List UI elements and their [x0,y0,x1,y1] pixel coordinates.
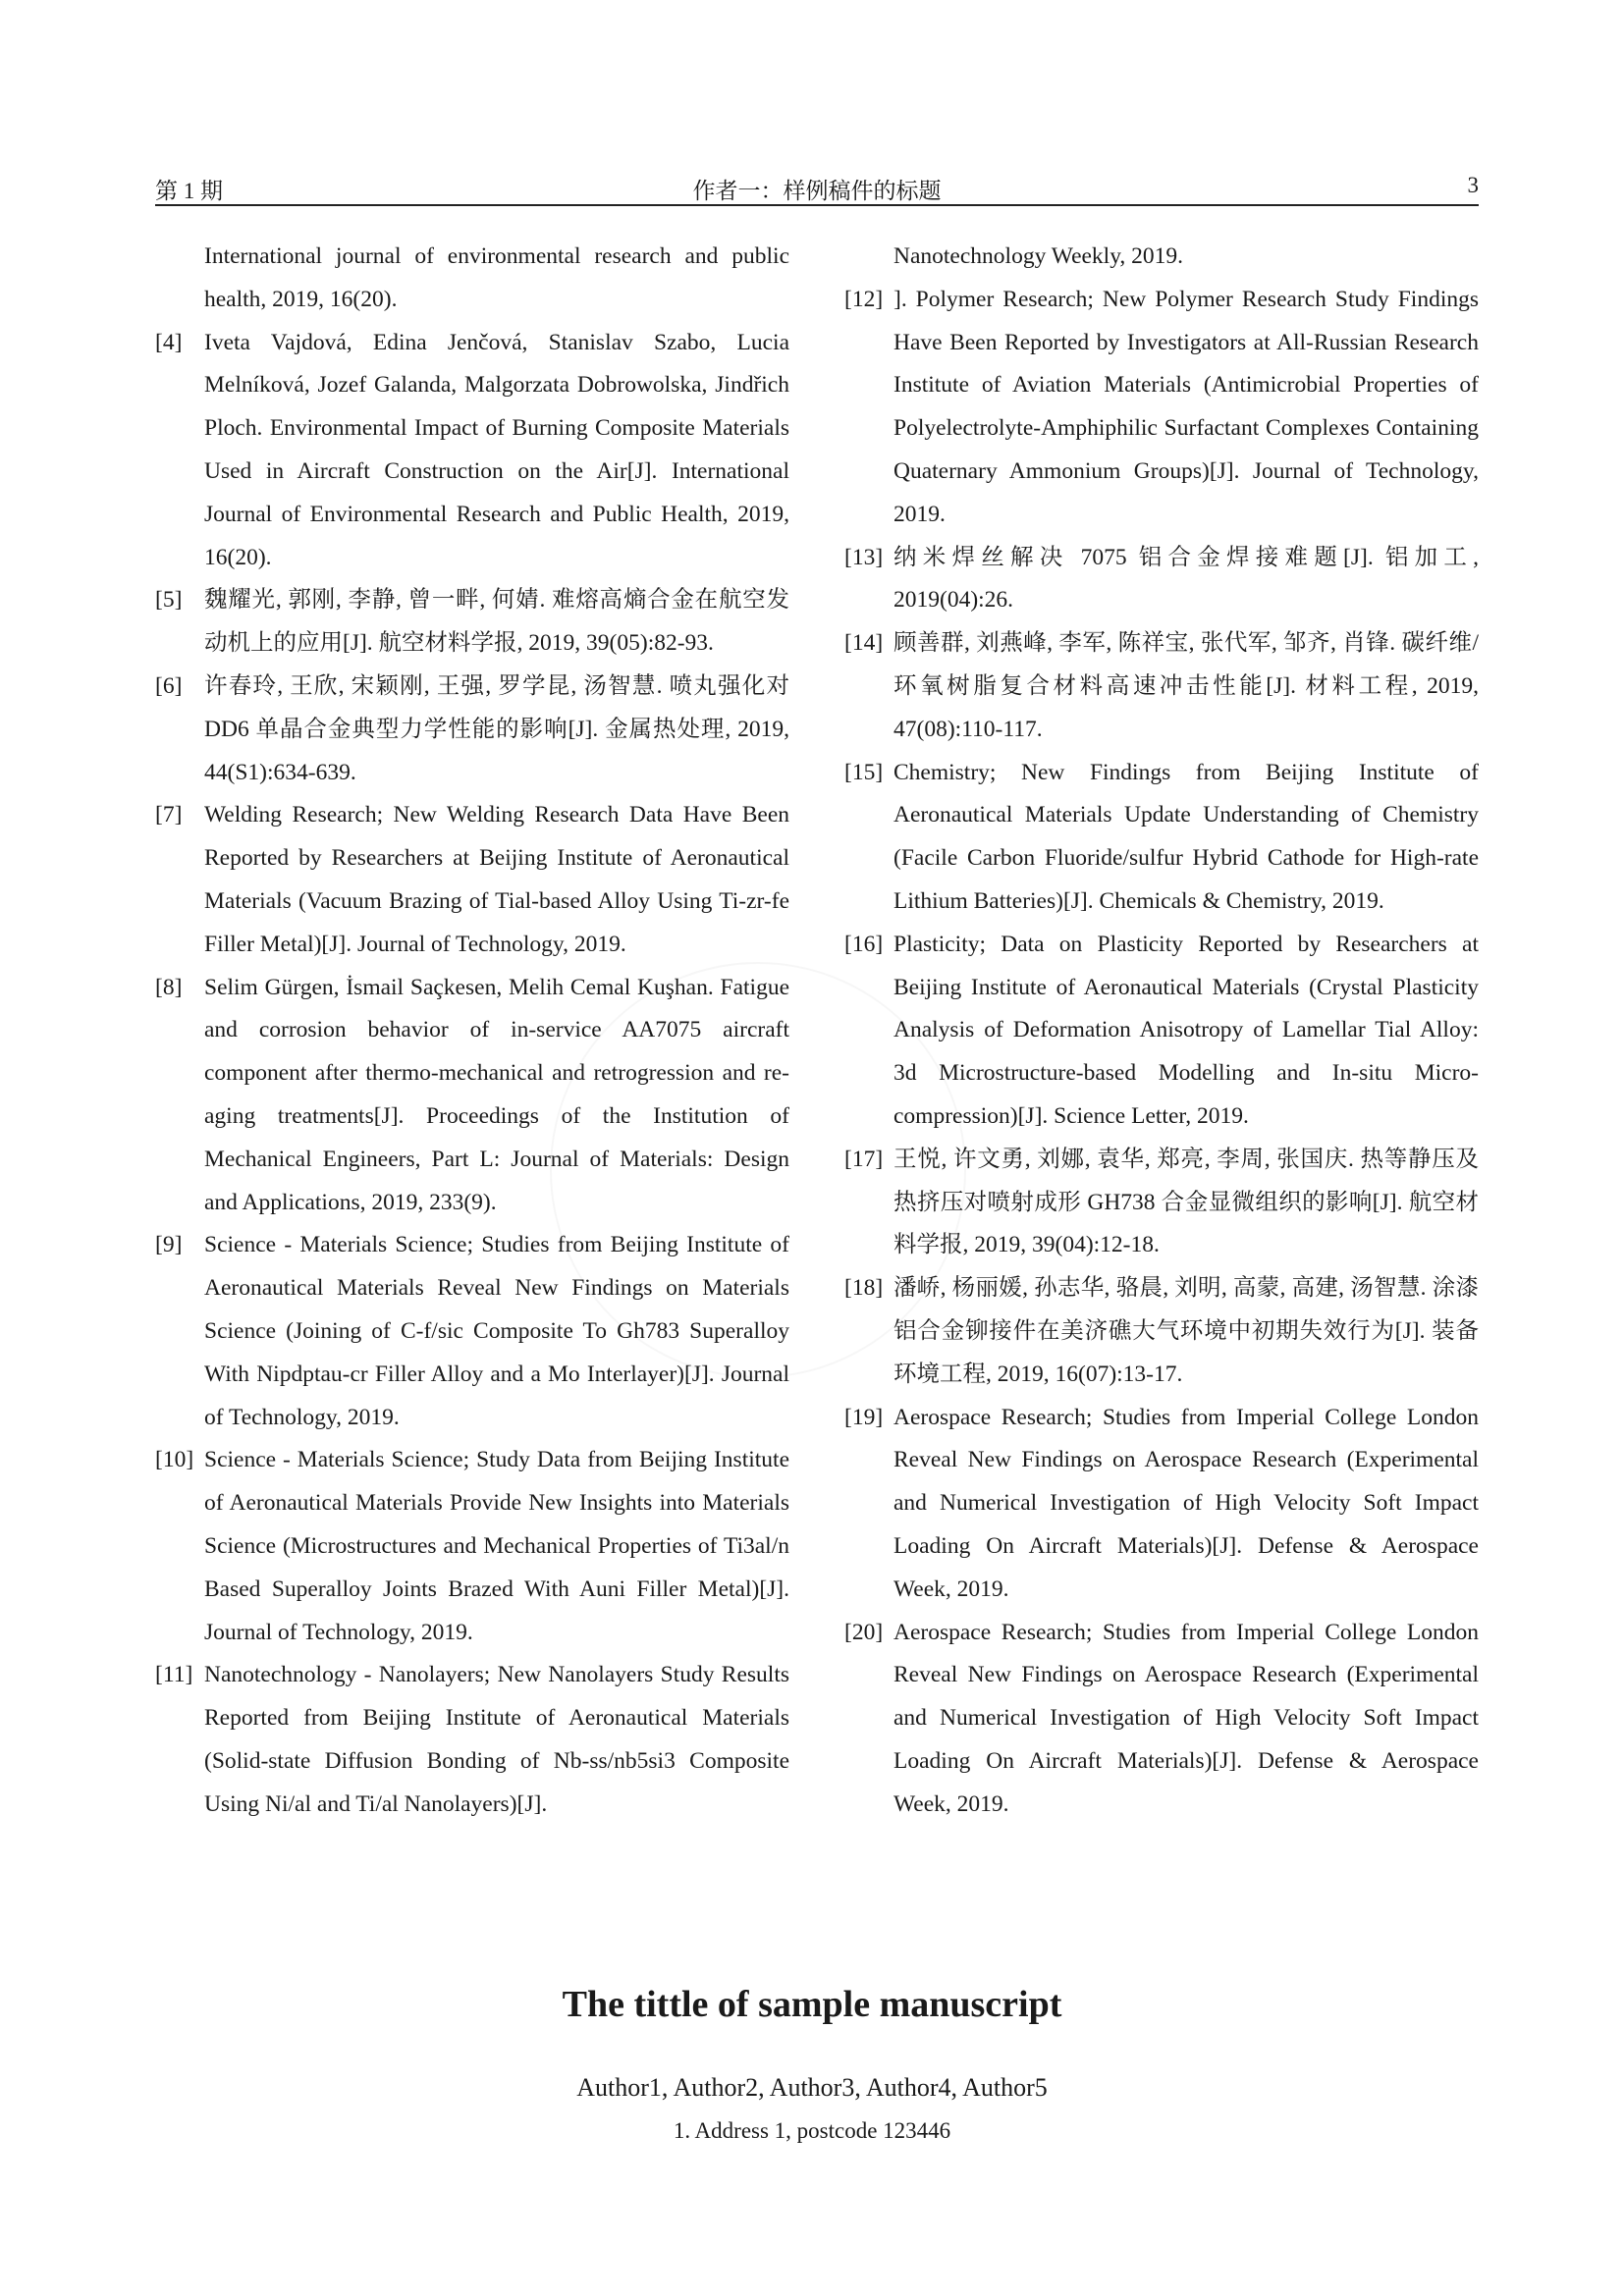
reference-text: Welding Research; New Welding Research Data Have Been Reported by Researchers at Beijing Institute of Aeronautical Materials (Vacuum Brazing of Tial-based Alloy Using Ti-zr-fe Filler Metal)[J]. Journal of Technology, 2019. [204,802,789,957]
reference-item [155,1439,789,1654]
reference-number: [17] [844,1146,884,1172]
reference-text: Aerospace Research; Studies from Imperial College London Reveal New Findings on Aerospace Research (Experimental and Numerical Investigation of High Velocity Soft Impact Loading On Aircraft Materials)[J]. Defense & Aerospace Week, 2019. [893,1619,1479,1817]
reference-text: Selim Gürgen, İsmail Saçkesen, Melih Cemal Kuşhan. Fatigue and corrosion behavior of in-service AA7075 aircraft component after thermo-mechanical and retrogression and re-aging treatments[J]. Proceedings of the Institution of Mechanical Engineers, Part L: Journal of Materials: Design and Applications, 2019, 233(9). [204,974,789,1215]
reference-item [844,279,1479,537]
references-left-column [155,236,789,1826]
reference-number: [19] [844,1404,884,1430]
reference-text: Nanotechnology Weekly, 2019. [893,243,1184,269]
reference-number: [15] [844,759,884,785]
reference-item [844,537,1479,623]
reference-text: Science - Materials Science; Study Data from Beijing Institute of Aeronautical Materials Provide New Insights into Materials Science (Microstructures and Mechanical Properties of Ti3al/n Based Superalloy Joints Brazed With Auni Filler Metal)[J]. Journal of Technology, 2019. [204,1447,789,1645]
reference-item [155,666,789,794]
reference-text: 魏耀光, 郭刚, 李静, 曾一畔, 何婧. 难熔高熵合金在航空发动机上的应用[J]. 航空材料学报, 2019, 39(05):82-93. [204,587,789,657]
reference-item [844,1139,1479,1267]
page-number: 3 [1467,173,1479,197]
reference-item [844,1612,1479,1827]
reference-item [155,967,789,1225]
reference-text: International journal of environmental research and public health, 2019, 16(20). [204,243,789,312]
reference-text: Chemistry; New Findings from Beijing Institute of Aeronautical Materials Update Understanding of Chemistry (Facile Carbon Fluoride/sulfur Hybrid Cathode for High-rate Lithium Batteries)[J]. Chemicals & Chemistry, 2019. [893,759,1479,914]
reference-text: Nanotechnology - Nanolayers; New Nanolayers Study Results Reported from Beijing Institute of Aeronautical Materials (Solid-state Diffusion Bonding of Nb-ss/nb5si3 Composite Using Ni/al and Ti/al Nanolayers)[J]. [204,1662,789,1817]
reference-number: [16] [844,931,884,957]
reference-item [155,579,789,666]
reference-number: [9] [155,1232,183,1258]
reference-text: Science - Materials Science; Studies from Beijing Institute of Aeronautical Materials Reveal New Findings on Materials Science (Joining of C-f/sic Composite To Gh783 Superalloy With Nipdptau-cr Filler Alloy and a Mo Interlayer)[J]. Journal of Technology, 2019. [204,1232,789,1430]
reference-item [844,622,1479,751]
reference-text: 许春玲, 王欣, 宋颖刚, 王强, 罗学昆, 汤智慧. 喷丸强化对 DD6 单晶合金典型力学性能的影响[J]. 金属热处理, 2019, 44(S1):634-639. [204,672,789,785]
english-address: 1. Address 1, postcode 123446 [673,2118,951,2143]
reference-number: [18] [844,1275,884,1302]
reference-item [844,236,1479,279]
running-title: 作者一：样例稿件的标题 [692,179,942,203]
reference-text: Plasticity; Data on Plasticity Reported by Researchers at Beijing Institute of Aeronautical Materials (Crystal Plasticity Analysis of Deformation Anisotropy of Lamellar Tial Alloy: 3d Microstructure-based Modelling and In-situ Micro-compression)[J]. Science Letter, 2019. [893,931,1479,1129]
reference-number: [20] [844,1619,884,1645]
reference-number: [6] [155,672,183,699]
reference-text: 潘峤, 杨丽媛, 孙志华, 骆晨, 刘明, 高蒙, 高建, 汤智慧. 涂漆铝合金铆接件在美济礁大气环境中初期失效行为[J]. 装备环境工程, 2019, 16(07):13-17. [893,1275,1479,1387]
english-title: The tittle of sample manuscript [562,1984,1062,2025]
reference-number: [12] [844,286,884,312]
reference-text: 顾善群, 刘燕峰, 李军, 陈祥宝, 张代军, 邹齐, 肖锋. 碳纤维/环氧树脂复合材料高速冲击性能[J]. 材料工程, 2019, 47(08):110-117. [893,630,1479,742]
reference-text: ]. Polymer Research; New Polymer Research Study Findings Have Been Reported by Investigators at All-Russian Research Institute of Aviation Materials (Antimicrobial Properties of Polyelectrolyte-Amphiphilic Surfactant Complexes Containing Quaternary Ammonium Groups)[J]. Journal of Technology, 2019. [893,286,1479,527]
reference-number: [4] [155,329,183,355]
reference-item [155,794,789,966]
reference-number: [14] [844,630,884,657]
reference-item [844,752,1479,924]
running-header [155,169,1479,206]
reference-number: [13] [844,544,884,570]
reference-text: Iveta Vajdová, Edina Jenčová, Stanislav Szabo, Lucia Melníková, Jozef Galanda, Malgorzata Dobrowolska, Jindřich Ploch. Environmental Impact of Burning Composite Materials Used in Aircraft Construction on the Air[J]. International Journal of Environmental Research and Public Health, 2019, 16(20). [204,329,789,570]
reference-text: 纳米焊丝解决 7075 铝合金焊接难题[J]. 铝加工, 2019(04):26. [893,544,1479,614]
reference-number: [5] [155,587,183,614]
reference-item [155,1224,789,1439]
issue-label: 第 1 期 [155,179,223,203]
reference-item [155,1654,789,1826]
reference-text: Aerospace Research; Studies from Imperial College London Reveal New Findings on Aerospace Research (Experimental and Numerical Investigation of High Velocity Soft Impact Loading On Aircraft Materials)[J]. Defense & Aerospace Week, 2019. [893,1404,1479,1602]
english-authors: Author1, Author2, Author3, Author4, Author5 [576,2073,1048,2102]
reference-number: [10] [155,1447,194,1473]
reference-number: [7] [155,802,183,828]
reference-item [155,236,789,322]
reference-number: [11] [155,1662,193,1688]
reference-item [155,322,789,580]
reference-item [844,1267,1479,1396]
reference-text: 王悦, 许文勇, 刘娜, 袁华, 郑亮, 李周, 张国庆. 热等静压及热挤压对喷射成形 GH738 合金显微组织的影响[J]. 航空材料学报, 2019, 39(04):12-18. [893,1146,1479,1258]
references-right-column [844,236,1479,1826]
reference-number: [8] [155,974,183,1000]
reference-item [844,924,1479,1139]
reference-item [844,1397,1479,1612]
